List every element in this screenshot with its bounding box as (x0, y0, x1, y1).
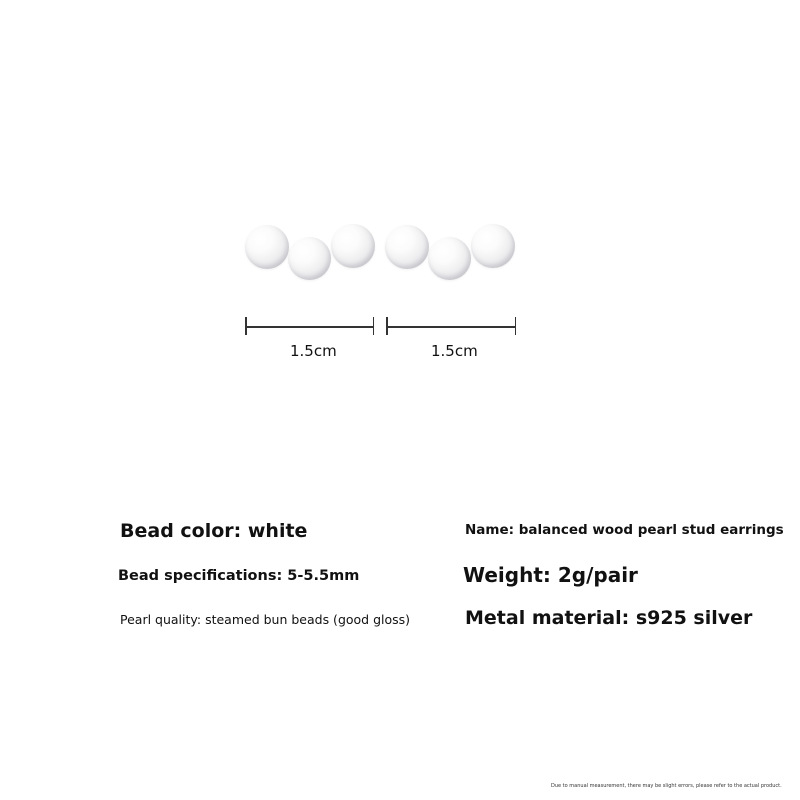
earring-right (380, 222, 520, 282)
measurement-line (386, 326, 516, 328)
pearl-quality-spec: Pearl quality: steamed bun beads (good gloss) (120, 612, 411, 627)
product-name-spec: Name: balanced wood pearl stud earrings (465, 522, 784, 538)
earring-left (240, 222, 380, 282)
bead-specifications-spec: Bead specifications: 5-5.5mm (118, 568, 360, 584)
measurement-disclaimer: Due to manual measurement, there may be slight errors, please refer to the actual product. (551, 783, 782, 789)
measurement-bar-right (386, 317, 516, 335)
pearl-bead (288, 237, 331, 280)
pearl-bead (385, 225, 429, 269)
dimension-label-right: 1.5cm (431, 342, 478, 360)
pearl-bead (331, 224, 375, 268)
measurement-tick (515, 317, 517, 335)
pearl-bead (245, 225, 289, 269)
measurement-tick (373, 317, 375, 335)
pearl-bead (471, 224, 515, 268)
dimension-label-left: 1.5cm (290, 342, 337, 360)
pearl-bead (428, 237, 471, 280)
measurement-line (245, 326, 374, 328)
weight-spec: Weight: 2g/pair (463, 563, 638, 587)
metal-material-spec: Metal material: s925 silver (465, 607, 753, 629)
measurement-bar-left (245, 317, 374, 335)
bead-color-spec: Bead color: white (120, 520, 308, 542)
